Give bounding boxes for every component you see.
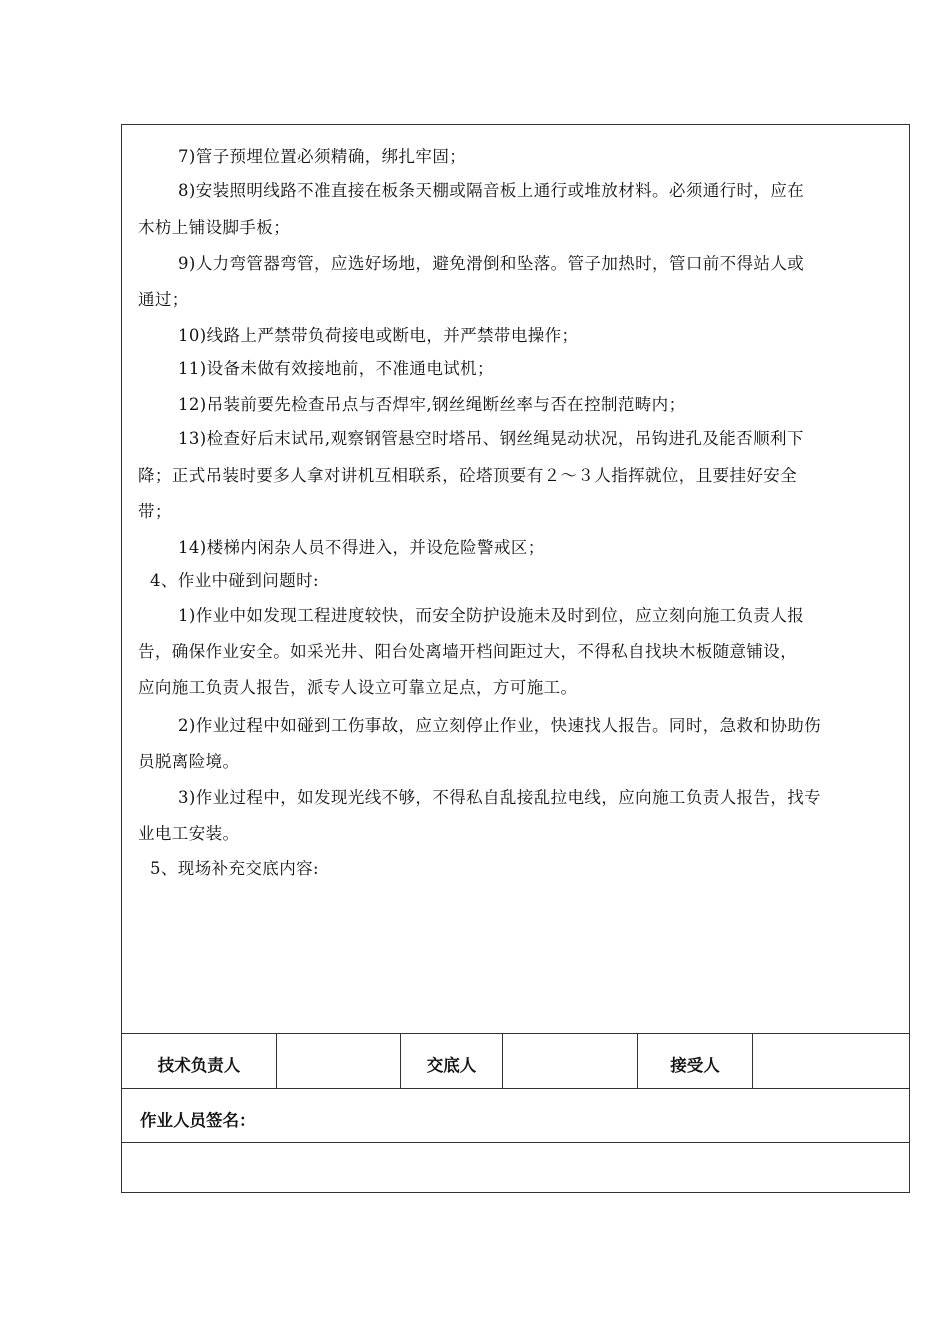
content-line: 13)检查好后末试吊,观察钢管悬空时塔吊、钢丝绳晃动状况，吊钩进孔及能否顺利下 (178, 429, 804, 448)
content-line: 木枋上铺设脚手板； (138, 218, 291, 237)
content-line: 降；正式吊装时要多人拿对讲机互相联系，砼塔顶要有２～３人指挥就位，且要挂好安全 (138, 466, 798, 485)
content-line: 应向施工负责人报告，派专人设立可靠立足点，方可施工。 (138, 678, 578, 697)
content-line: 7)管子预埋位置必须精确，绑扎牢固； (178, 147, 467, 166)
content-line: 业电工安装。 (138, 824, 240, 843)
content-line: 通过； (138, 290, 189, 309)
content-line: 1)作业中如发现工程进度较快，而安全防护设施未及时到位，应立刻向施工负责人报 (178, 606, 805, 625)
row-divider (122, 1088, 909, 1089)
receiver-field[interactable] (753, 1034, 910, 1088)
briefer-label: 交底人 (426, 1056, 477, 1075)
tech-lead-field[interactable] (277, 1034, 400, 1088)
content-line: 员脱离险境。 (138, 752, 240, 771)
tech-lead-label: 技术负责人 (157, 1056, 241, 1075)
receiver-label: 接受人 (670, 1056, 720, 1075)
content-line: 3)作业过程中，如发现光线不够，不得私自乱接乱拉电线，应向施工负责人报告，找专 (178, 788, 822, 807)
briefing-content (122, 125, 909, 1033)
section-heading: 5、现场补充交底内容: (150, 859, 319, 878)
content-line: 9)人力弯管器弯管，应选好场地，避免滑倒和坠落。管子加热时，管口前不得站人或 (178, 254, 805, 273)
content-line: 2)作业过程中如碰到工伤事故，应立刻停止作业，快速找人报告。同时，急救和协助伤 (178, 716, 822, 735)
content-line: 8)安装照明线路不准直接在板条天棚或隔音板上通行或堆放材料。必须通行时，应在 (178, 181, 805, 200)
safety-briefing-form (121, 124, 910, 1193)
content-line: 11)设备未做有效接地前，不准通电试机； (178, 359, 494, 378)
briefer-field[interactable] (503, 1034, 637, 1088)
content-line: 10)线路上严禁带负荷接电或断电，并严禁带电操作； (178, 326, 579, 345)
worker-signature-label: 作业人员签名： (140, 1111, 256, 1130)
content-line: 14)楼梯内闲杂人员不得进入，并设危险警戒区； (178, 538, 545, 557)
section-heading: 4、作业中碰到问题时: (150, 571, 319, 590)
content-line: 告，确保作业安全。如采光井、阳台处离墙开档间距过大，不得私自找块木板随意铺设， (138, 642, 798, 661)
content-line: 12)吊装前要先检查吊点与否焊牢,钢丝绳断丝率与否在控制范畴内； (178, 395, 686, 414)
worker-signature-field[interactable] (122, 1143, 909, 1192)
content-line: 带； (138, 502, 172, 521)
